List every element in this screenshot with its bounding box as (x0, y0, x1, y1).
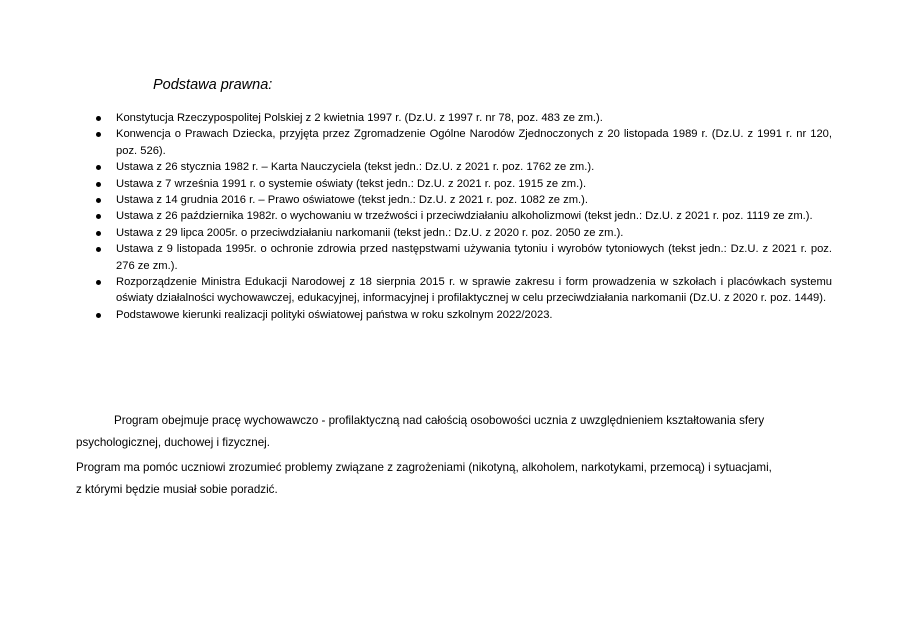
bullet-icon (96, 280, 101, 285)
paragraph-text: Program obejmuje pracę wychowawczo - profilaktyczną nad całością osobowości ucznia z uwzględnieniem kształtowania sfery (114, 414, 765, 427)
list-item (96, 241, 832, 274)
bullet-icon (96, 132, 101, 137)
bullet-icon (96, 198, 101, 203)
bullet-icon (96, 182, 101, 187)
list-item-text: Ustawa z 26 stycznia 1982 r. – Karta Nauczyciela (tekst jedn.: Dz.U. z 2021 r. poz. 1762 ze zm.). (116, 161, 595, 174)
list-item (96, 110, 832, 126)
list-item (96, 307, 832, 323)
list-item-text: Rozporządzenie Ministra Edukacji Narodowej z 18 sierpnia 2015 r. w sprawie zakresu i form prowadzenia w szkołach i placówkach systemu oświaty działalności wychowawczej, edukacyjnej, informacyjnej i profilaktycznej w celu przeciwdziałania narkomanii (Dz.U. z 2020 r. poz. 1449). (116, 276, 832, 305)
list-item (96, 208, 832, 224)
list-item (96, 159, 832, 175)
program-goal-paragraph (76, 457, 836, 501)
list-item (96, 274, 832, 307)
bullet-icon (96, 231, 101, 236)
bullet-icon (96, 165, 101, 170)
bullet-icon (96, 214, 101, 219)
bullet-icon (96, 313, 101, 318)
list-item-text: Ustawa z 9 listopada 1995r. o ochronie zdrowia przed następstwami używania tytoniu i wyrobów tytoniowych (tekst jedn.: Dz.U. z 2021 r. poz. 276 ze zm.). (116, 243, 832, 272)
list-item-text: Ustawa z 14 grudnia 2016 r. – Prawo oświatowe (tekst jedn.: Dz.U. z 2021 r. poz. 1082 ze zm.). (116, 194, 588, 207)
paragraph-line (76, 410, 836, 432)
bullet-icon (96, 247, 101, 252)
list-item-text: Ustawa z 7 września 1991 r. o systemie oświaty (tekst jedn.: Dz.U. z 2021 r. poz. 1915 ze zm.). (116, 177, 587, 190)
list-item-text: Konstytucja Rzeczypospolitej Polskiej z 2 kwietnia 1997 r. (Dz.U. z 1997 r. nr 78, poz. 483 ze zm.). (116, 112, 603, 124)
list-item-text: Konwencja o Prawach Dziecka, przyjęta przez Zgromadzenie Ogólne Narodów Zjednoczonych z 20 listopada 1989 r. (Dz.U. z 1991 r. nr 120, poz. 526). (116, 128, 832, 157)
list-item-text: Ustawa z 29 lipca 2005r. o przeciwdziałaniu narkomanii (tekst jedn.: Dz.U. z 2020 r. poz. 2050 ze zm.). (116, 226, 624, 239)
legal-basis-heading: Podstawa prawna: (153, 77, 273, 93)
list-item-text: Ustawa z 26 października 1982r. o wychowaniu w trzeźwości i przeciwdziałaniu alkoholizmowi (tekst jedn.: Dz.U. z 2021 r. poz. 1119 ze zm.). (116, 210, 813, 223)
paragraph-line: z którymi będzie musiał sobie poradzić. (76, 483, 278, 496)
list-item (96, 176, 832, 192)
legal-basis-list (96, 110, 832, 323)
paragraph-line: psychologicznej, duchowej i fizycznej. (76, 436, 270, 449)
paragraph-line: Program ma pomóc uczniowi zrozumieć problemy związane z zagrożeniami (nikotyną, alkoholem, narkotykami, przemocą) i sytuacjami, (76, 461, 772, 474)
bullet-icon (96, 116, 101, 121)
program-scope-paragraph (76, 410, 836, 454)
list-item (96, 126, 832, 159)
list-item (96, 192, 832, 208)
list-item-text: Podstawowe kierunki realizacji polityki oświatowej państwa w roku szkolnym 2022/2023. (116, 308, 553, 321)
list-item (96, 225, 832, 241)
